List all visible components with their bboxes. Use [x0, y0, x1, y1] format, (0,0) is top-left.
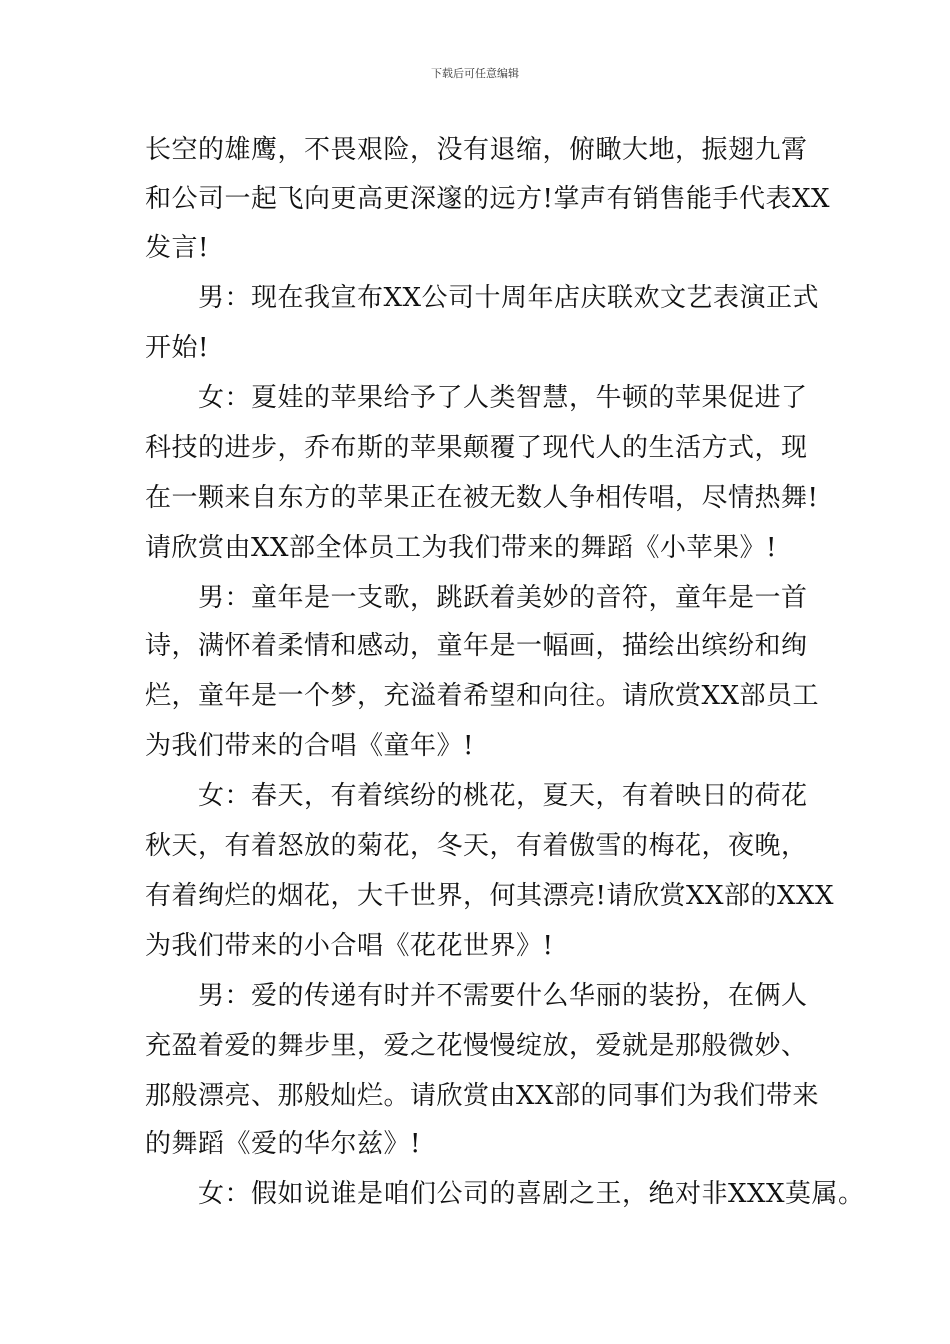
text-line: 女：假如说谁是咱们公司的喜剧之王，绝对非XXX莫属。 — [198, 1179, 865, 1209]
text-line: 发言! — [145, 233, 209, 263]
text-line: 为我们带来的小合唱《花花世界》! — [145, 931, 554, 961]
text-line: 和公司一起飞向更高更深邃的远方!掌声有销售能手代表XX — [145, 184, 830, 214]
text-line: 在一颗来自东方的苹果正在被无数人争相传唱，尽情热舞! — [145, 483, 819, 513]
text-line: 开始! — [145, 333, 209, 363]
text-line: 科技的进步，乔布斯的苹果颠覆了现代人的生活方式，现 — [145, 433, 808, 463]
text-line: 女：夏娃的苹果给予了人类智慧，牛顿的苹果促进了 — [198, 383, 808, 413]
text-line: 那般漂亮、那般灿烂。请欣赏由XX部的同事们为我们带来 — [145, 1081, 820, 1111]
text-line: 请欣赏由XX部全体员工为我们带来的舞蹈《小苹果》! — [145, 533, 777, 563]
text-line: 女：春天，有着缤纷的桃花，夏天，有着映日的荷花 — [198, 781, 808, 811]
text-line: 长空的雄鹰，不畏艰险，没有退缩，俯瞰大地，振翅九霄 — [145, 135, 808, 165]
text-line: 男：现在我宣布XX公司十周年店庆联欢文艺表演正式 — [198, 283, 820, 313]
text-line: 充盈着爱的舞步里，爱之花慢慢绽放，爱就是那般微妙、 — [145, 1031, 808, 1061]
page-header: 下载后可任意编辑 — [431, 67, 519, 80]
text-line: 的舞蹈《爱的华尔兹》! — [145, 1129, 421, 1159]
text-line: 烂，童年是一个梦，充溢着希望和向往。请欣赏XX部员工 — [145, 681, 820, 711]
text-line: 秋天，有着怒放的菊花，冬天，有着傲雪的梅花，夜晚， — [145, 831, 808, 861]
text-line: 男：爱的传递有时并不需要什么华丽的装扮，在俩人 — [198, 981, 808, 1011]
text-line: 诗，满怀着柔情和感动，童年是一幅画，描绘出缤纷和绚 — [145, 631, 808, 661]
text-line: 为我们带来的合唱《童年》! — [145, 731, 474, 761]
text-line: 有着绚烂的烟花，大千世界，何其漂亮!请欣赏XX部的XXX — [145, 881, 834, 911]
text-line: 男：童年是一支歌，跳跃着美妙的音符，童年是一首 — [198, 583, 808, 613]
